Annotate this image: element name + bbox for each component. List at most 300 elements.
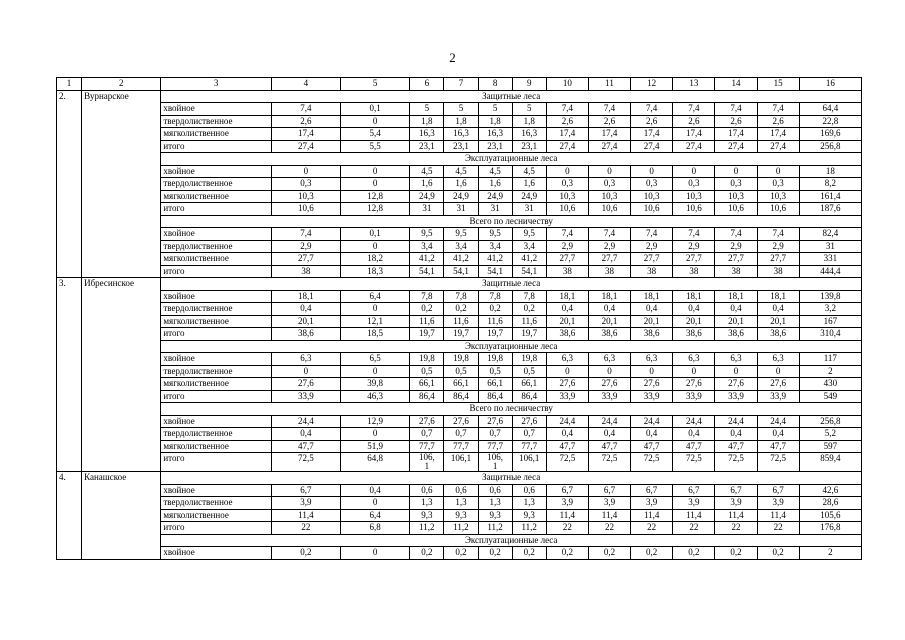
value-cell: 27,6: [757, 378, 799, 391]
value-cell: 66,1: [444, 378, 478, 391]
district-number-cont: [57, 534, 82, 547]
value-cell: 47,7: [588, 440, 630, 453]
value-cell: 41,2: [478, 253, 512, 266]
district-name-cont: [82, 228, 161, 241]
district-name-cont: [82, 365, 161, 378]
value-cell: 17,4: [631, 128, 673, 141]
district-number-cont: [57, 153, 82, 166]
district-number-cont: [57, 547, 82, 560]
value-cell: 2,6: [673, 115, 715, 128]
district-number-cont: [57, 315, 82, 328]
value-cell: 38,6: [588, 328, 630, 341]
value-cell: 3,9: [631, 497, 673, 510]
value-cell: 27,6: [512, 415, 546, 428]
value-cell: 24,4: [715, 415, 757, 428]
value-cell: 3,4: [478, 240, 512, 253]
species-label: итого: [161, 328, 271, 341]
value-cell: 16,3: [512, 128, 546, 141]
value-cell: 2,6: [588, 115, 630, 128]
district-number-cont: [57, 228, 82, 241]
value-cell: 10,3: [757, 190, 799, 203]
district-name-cont: [82, 203, 161, 216]
species-label: твердолиственное: [161, 428, 271, 441]
table-row: [57, 428, 862, 441]
table-row: [57, 497, 862, 510]
district-number-cont: [57, 340, 82, 353]
column-number: 12: [631, 78, 673, 91]
value-cell: 27,4: [757, 140, 799, 153]
species-label: твердолиственное: [161, 178, 271, 191]
section-title: Защитные леса: [161, 472, 862, 485]
value-cell: 6,5: [341, 353, 410, 366]
value-cell: 77,7: [478, 440, 512, 453]
value-cell: 72,5: [631, 453, 673, 472]
district-name-cont: [82, 534, 161, 547]
value-cell: 106,1: [512, 453, 546, 472]
district-number-cont: [57, 328, 82, 341]
section-title-row: [57, 278, 862, 291]
value-cell: 54,1: [478, 265, 512, 278]
value-cell: 8,2: [799, 178, 861, 191]
species-label: мягколиственное: [161, 190, 271, 203]
value-cell: 24,4: [546, 415, 588, 428]
value-cell: 38,6: [631, 328, 673, 341]
value-cell: 33,9: [546, 390, 588, 403]
district-name-cont: [82, 265, 161, 278]
district-number-cont: [57, 103, 82, 116]
species-label: хвойное: [161, 484, 271, 497]
value-cell: 7,4: [546, 228, 588, 241]
value-cell: 105,6: [799, 509, 861, 522]
value-cell: 7,4: [673, 228, 715, 241]
value-cell: 6,7: [631, 484, 673, 497]
value-cell: 38: [673, 265, 715, 278]
value-cell: 10,6: [546, 203, 588, 216]
value-cell: 47,7: [271, 440, 340, 453]
district-number-cont: [57, 140, 82, 153]
district-number-cont: [57, 190, 82, 203]
section-title: Эксплуатационные леса: [161, 340, 862, 353]
value-cell: 176,8: [799, 522, 861, 535]
value-cell: 1,8: [478, 115, 512, 128]
table-row: [57, 165, 862, 178]
value-cell: 6,4: [341, 509, 410, 522]
value-cell: 1,6: [512, 178, 546, 191]
value-cell: 27,4: [715, 140, 757, 153]
value-cell: 0,7: [478, 428, 512, 441]
value-cell: 310,4: [799, 328, 861, 341]
value-cell: 169,6: [799, 128, 861, 141]
district-number-cont: [57, 353, 82, 366]
species-label: итого: [161, 390, 271, 403]
value-cell: 11,6: [512, 315, 546, 328]
value-cell: 6,4: [341, 290, 410, 303]
value-cell: 47,7: [631, 440, 673, 453]
district-number-cont: [57, 265, 82, 278]
value-cell: 19,7: [410, 328, 444, 341]
value-cell: 9,3: [410, 509, 444, 522]
value-cell: 4,5: [478, 165, 512, 178]
value-cell: 18,1: [271, 290, 340, 303]
value-cell: 9,3: [512, 509, 546, 522]
column-number: 10: [546, 78, 588, 91]
species-label: итого: [161, 522, 271, 535]
value-cell: 161,4: [799, 190, 861, 203]
value-cell: 0: [715, 365, 757, 378]
value-cell: 72,5: [588, 453, 630, 472]
value-cell: 17,4: [715, 128, 757, 141]
value-cell: 27,7: [546, 253, 588, 266]
value-cell: 38: [715, 265, 757, 278]
value-cell: 3,9: [271, 497, 340, 510]
value-cell: 19,7: [512, 328, 546, 341]
value-cell: 31: [444, 203, 478, 216]
value-cell: 0: [757, 165, 799, 178]
value-cell: 39,8: [341, 378, 410, 391]
value-cell: 7,4: [631, 103, 673, 116]
table-row: [57, 415, 862, 428]
table-row: [57, 128, 862, 141]
value-cell: 18,5: [341, 328, 410, 341]
district-name: Ибресинское: [82, 278, 161, 291]
value-cell: 0,4: [673, 428, 715, 441]
value-cell: 11,4: [631, 509, 673, 522]
value-cell: 12,1: [341, 315, 410, 328]
district-name-cont: [82, 390, 161, 403]
value-cell: 47,7: [673, 440, 715, 453]
value-cell: 0,2: [588, 547, 630, 560]
value-cell: 18,1: [588, 290, 630, 303]
value-cell: 33,9: [588, 390, 630, 403]
value-cell: 7,4: [757, 103, 799, 116]
value-cell: 0: [757, 365, 799, 378]
value-cell: 31: [478, 203, 512, 216]
value-cell: 11,4: [715, 509, 757, 522]
table-row: [57, 190, 862, 203]
value-cell: 0,2: [757, 547, 799, 560]
value-cell: 19,8: [444, 353, 478, 366]
value-cell: 23,1: [410, 140, 444, 153]
value-cell: 859,4: [799, 453, 861, 472]
value-cell: 12,8: [341, 190, 410, 203]
value-cell: 0: [341, 303, 410, 316]
value-cell: 3,9: [715, 497, 757, 510]
value-cell: 41,2: [512, 253, 546, 266]
value-cell: 77,7: [512, 440, 546, 453]
section-title: Всего по лесничеству: [161, 403, 862, 416]
value-cell: 6,3: [631, 353, 673, 366]
district-number-cont: [57, 403, 82, 416]
district-number-cont: [57, 203, 82, 216]
section-title: Эксплуатационные леса: [161, 153, 862, 166]
table-row: [57, 228, 862, 241]
value-cell: 27,7: [673, 253, 715, 266]
table-row: [57, 178, 862, 191]
value-cell: 24,9: [478, 190, 512, 203]
value-cell: 10,3: [673, 190, 715, 203]
table-row: [57, 453, 862, 472]
value-cell: 0: [341, 178, 410, 191]
value-cell: 9,5: [444, 228, 478, 241]
district-name: Канашское: [82, 472, 161, 485]
value-cell: 6,7: [588, 484, 630, 497]
value-cell: 3,9: [673, 497, 715, 510]
district-number-cont: [57, 428, 82, 441]
species-label: хвойное: [161, 103, 271, 116]
value-cell: 27,6: [715, 378, 757, 391]
value-cell: 38: [271, 265, 340, 278]
column-number: 15: [757, 78, 799, 91]
value-cell: 19,8: [512, 353, 546, 366]
column-number: 6: [410, 78, 444, 91]
species-label: итого: [161, 140, 271, 153]
value-cell: 38: [757, 265, 799, 278]
value-cell: 106, 1: [410, 453, 444, 472]
value-cell: 0,1: [341, 103, 410, 116]
district-name-cont: [82, 403, 161, 416]
section-title-row: [57, 153, 862, 166]
species-label: итого: [161, 265, 271, 278]
value-cell: 27,4: [588, 140, 630, 153]
section-title: Защитные леса: [161, 90, 862, 103]
district-name-cont: [82, 353, 161, 366]
district-name: Вурнарское: [82, 90, 161, 103]
value-cell: 0,4: [546, 303, 588, 316]
value-cell: 0,6: [478, 484, 512, 497]
value-cell: 33,9: [757, 390, 799, 403]
value-cell: 0,2: [478, 303, 512, 316]
value-cell: 18,3: [341, 265, 410, 278]
value-cell: 0,4: [631, 428, 673, 441]
column-number: 8: [478, 78, 512, 91]
district-name-cont: [82, 497, 161, 510]
table-row: [57, 378, 862, 391]
value-cell: 6,8: [341, 522, 410, 535]
value-cell: 256,8: [799, 415, 861, 428]
value-cell: 106,1: [444, 453, 478, 472]
value-cell: 0,2: [631, 547, 673, 560]
value-cell: 54,1: [444, 265, 478, 278]
value-cell: 20,1: [715, 315, 757, 328]
value-cell: 0,4: [588, 428, 630, 441]
value-cell: 0: [341, 240, 410, 253]
value-cell: 18,1: [546, 290, 588, 303]
value-cell: 0,7: [444, 428, 478, 441]
district-number-cont: [57, 509, 82, 522]
value-cell: 11,2: [444, 522, 478, 535]
value-cell: 10,6: [588, 203, 630, 216]
table-row: [57, 253, 862, 266]
value-cell: 117: [799, 353, 861, 366]
value-cell: 66,1: [478, 378, 512, 391]
value-cell: 9,5: [410, 228, 444, 241]
table-row: [57, 115, 862, 128]
district-number-cont: [57, 215, 82, 228]
value-cell: 22: [673, 522, 715, 535]
value-cell: 7,8: [410, 290, 444, 303]
value-cell: 0,2: [444, 547, 478, 560]
value-cell: 0: [341, 365, 410, 378]
value-cell: 0: [546, 165, 588, 178]
column-number: 2: [82, 78, 161, 91]
value-cell: 66,1: [512, 378, 546, 391]
column-number: 1: [57, 78, 82, 91]
district-name-cont: [82, 378, 161, 391]
value-cell: 256,8: [799, 140, 861, 153]
district-name-cont: [82, 103, 161, 116]
value-cell: 27,6: [478, 415, 512, 428]
value-cell: 38,6: [271, 328, 340, 341]
value-cell: 2,9: [757, 240, 799, 253]
district-number-cont: [57, 290, 82, 303]
species-label: хвойное: [161, 353, 271, 366]
value-cell: 0,1: [341, 228, 410, 241]
value-cell: 82,4: [799, 228, 861, 241]
value-cell: 77,7: [444, 440, 478, 453]
value-cell: 72,5: [715, 453, 757, 472]
value-cell: 3,9: [588, 497, 630, 510]
value-cell: 24,9: [512, 190, 546, 203]
value-cell: 0,7: [512, 428, 546, 441]
species-label: твердолиственное: [161, 303, 271, 316]
value-cell: 86,4: [512, 390, 546, 403]
district-name-cont: [82, 315, 161, 328]
table-row: [57, 290, 862, 303]
value-cell: 18,1: [673, 290, 715, 303]
value-cell: 0: [631, 165, 673, 178]
district-number-cont: [57, 522, 82, 535]
header-row: [57, 78, 862, 91]
district-number: 2.: [57, 90, 82, 103]
species-label: мягколиственное: [161, 509, 271, 522]
value-cell: 22: [631, 522, 673, 535]
species-label: итого: [161, 453, 271, 472]
value-cell: 0,5: [410, 365, 444, 378]
table-row: [57, 547, 862, 560]
value-cell: 1,6: [444, 178, 478, 191]
column-number: 16: [799, 78, 861, 91]
value-cell: 0: [271, 165, 340, 178]
district-name-cont: [82, 340, 161, 353]
value-cell: 10,3: [715, 190, 757, 203]
value-cell: 1,3: [512, 497, 546, 510]
value-cell: 22: [757, 522, 799, 535]
section-title: Эксплуатационные леса: [161, 534, 862, 547]
value-cell: 27,6: [673, 378, 715, 391]
value-cell: 42,6: [799, 484, 861, 497]
species-label: хвойное: [161, 165, 271, 178]
value-cell: 7,8: [444, 290, 478, 303]
value-cell: 0,3: [715, 178, 757, 191]
value-cell: 7,4: [715, 228, 757, 241]
value-cell: 27,7: [631, 253, 673, 266]
value-cell: 2,6: [271, 115, 340, 128]
value-cell: 187,6: [799, 203, 861, 216]
value-cell: 5: [478, 103, 512, 116]
value-cell: 22: [588, 522, 630, 535]
district-name-cont: [82, 428, 161, 441]
value-cell: 10,6: [757, 203, 799, 216]
value-cell: 2,9: [588, 240, 630, 253]
value-cell: 22: [271, 522, 340, 535]
value-cell: 10,6: [271, 203, 340, 216]
value-cell: 11,2: [410, 522, 444, 535]
value-cell: 0,3: [546, 178, 588, 191]
value-cell: 0,6: [444, 484, 478, 497]
value-cell: 27,6: [546, 378, 588, 391]
value-cell: 27,6: [631, 378, 673, 391]
value-cell: 1,3: [444, 497, 478, 510]
value-cell: 7,4: [757, 228, 799, 241]
value-cell: 7,4: [546, 103, 588, 116]
district-number-cont: [57, 165, 82, 178]
value-cell: 549: [799, 390, 861, 403]
value-cell: 11,4: [588, 509, 630, 522]
value-cell: 11,6: [478, 315, 512, 328]
value-cell: 16,3: [478, 128, 512, 141]
species-label: хвойное: [161, 547, 271, 560]
district-number-cont: [57, 365, 82, 378]
table-body: [57, 78, 862, 560]
value-cell: 23,1: [478, 140, 512, 153]
value-cell: 4,5: [444, 165, 478, 178]
district-number-cont: [57, 484, 82, 497]
value-cell: 0,4: [631, 303, 673, 316]
species-label: хвойное: [161, 290, 271, 303]
district-name-cont: [82, 303, 161, 316]
value-cell: 0,2: [546, 547, 588, 560]
value-cell: 72,5: [271, 453, 340, 472]
table-row: [57, 522, 862, 535]
value-cell: 27,6: [410, 415, 444, 428]
value-cell: 7,4: [631, 228, 673, 241]
value-cell: 23,1: [444, 140, 478, 153]
value-cell: 20,1: [588, 315, 630, 328]
value-cell: 27,4: [271, 140, 340, 153]
column-number: 3: [161, 78, 271, 91]
table-row: [57, 103, 862, 116]
value-cell: 0,4: [673, 303, 715, 316]
section-title: Всего по лесничеству: [161, 215, 862, 228]
value-cell: 41,2: [410, 253, 444, 266]
value-cell: 38,6: [757, 328, 799, 341]
value-cell: 27,7: [757, 253, 799, 266]
district-number-cont: [57, 115, 82, 128]
value-cell: 17,4: [546, 128, 588, 141]
district-name-cont: [82, 453, 161, 472]
value-cell: 38,6: [546, 328, 588, 341]
value-cell: 33,9: [715, 390, 757, 403]
district-name-cont: [82, 165, 161, 178]
value-cell: 5,4: [341, 128, 410, 141]
value-cell: 0: [588, 365, 630, 378]
value-cell: 20,1: [757, 315, 799, 328]
value-cell: 24,4: [631, 415, 673, 428]
value-cell: 18,2: [341, 253, 410, 266]
forest-data-table: [56, 77, 862, 560]
value-cell: 5: [444, 103, 478, 116]
value-cell: 20,1: [546, 315, 588, 328]
value-cell: 7,4: [588, 103, 630, 116]
value-cell: 1,3: [410, 497, 444, 510]
district-number-cont: [57, 453, 82, 472]
value-cell: 16,3: [444, 128, 478, 141]
value-cell: 17,4: [271, 128, 340, 141]
value-cell: 4,5: [512, 165, 546, 178]
value-cell: 9,3: [444, 509, 478, 522]
value-cell: 167: [799, 315, 861, 328]
species-label: итого: [161, 203, 271, 216]
